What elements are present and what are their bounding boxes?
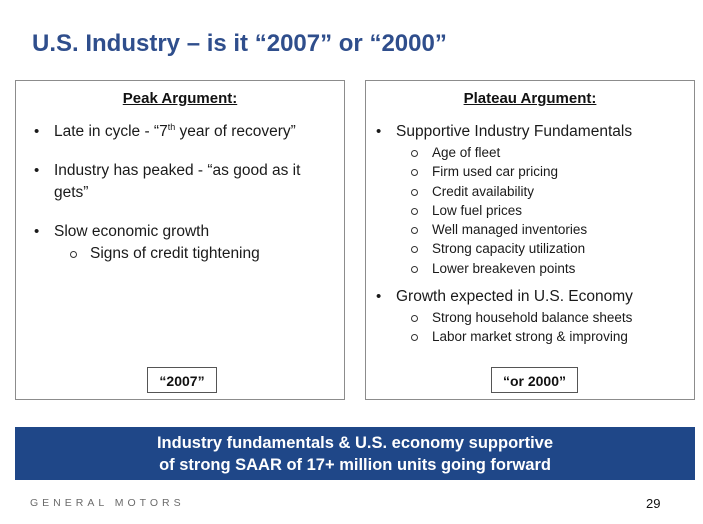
banner-line-1: Industry fundamentals & U.S. economy supportive xyxy=(156,434,554,452)
peak-sub-text: Signs of credit tightening xyxy=(90,245,260,262)
general-motors-logo-text: GENERAL MOTORS xyxy=(30,497,185,509)
bullet-dot-icon: • xyxy=(34,162,40,179)
sub-bullet-ring-icon xyxy=(411,208,418,215)
sub-item-text: Lower breakeven points xyxy=(432,260,576,276)
peak-year-tag: “2007” xyxy=(147,367,217,393)
peak-sub-list xyxy=(54,243,336,265)
bullet-dot-icon: • xyxy=(376,123,382,140)
sub-bullet-ring-icon xyxy=(411,334,418,341)
plateau-bullet-fundamentals xyxy=(374,121,690,278)
sub-bullet-ring-icon xyxy=(411,189,418,196)
page-number: 29 xyxy=(646,496,661,511)
peak-sub-credit-tightening xyxy=(54,243,336,265)
plateau-argument-panel xyxy=(365,80,695,400)
peak-bullet-late-cycle xyxy=(32,121,336,143)
list-item xyxy=(396,220,690,239)
plateau-bullet-1-text: Supportive Industry Fundamentals xyxy=(396,123,633,140)
peak-bullet-list xyxy=(32,121,336,265)
list-item xyxy=(396,308,690,327)
plateau-bullet-list xyxy=(374,121,690,355)
peak-argument-panel xyxy=(15,80,345,400)
peak-argument-heading: Peak Argument: xyxy=(122,90,238,107)
list-item xyxy=(396,259,690,278)
sub-item-text: Firm used car pricing xyxy=(432,164,559,180)
sub-bullet-ring-icon xyxy=(411,227,418,234)
sub-item-text: Age of fleet xyxy=(432,145,501,160)
sub-bullet-ring-icon xyxy=(411,246,418,253)
sub-bullet-ring-icon xyxy=(411,150,418,157)
list-item xyxy=(396,162,690,181)
sub-bullet-ring-icon xyxy=(411,315,418,322)
list-item xyxy=(396,143,690,162)
list-item xyxy=(396,201,690,220)
banner-line-2: of strong SAAR of 17+ million units going forward xyxy=(159,456,551,474)
plateau-argument-heading: Plateau Argument: xyxy=(463,90,597,107)
slide-title: U.S. Industry – is it “2007” or “2000” xyxy=(32,30,447,57)
conclusion-banner xyxy=(15,427,695,480)
peak-bullet-3-text: Slow economic growth xyxy=(54,223,210,240)
sub-item-text: Labor market strong & improving xyxy=(432,329,628,345)
plateau-bullet-economy xyxy=(374,286,690,347)
sub-bullet-ring-icon xyxy=(411,266,418,273)
sub-item-text: Credit availability xyxy=(432,183,535,199)
peak-bullet-peaked xyxy=(32,160,336,204)
peak-bullet-2-text: Industry has peaked - “as good as it gets” xyxy=(54,162,301,201)
peak-bullet-1-post: year of recovery” xyxy=(175,123,296,140)
bullet-dot-icon: • xyxy=(34,223,40,240)
sub-item-text: Well managed inventories xyxy=(432,222,588,238)
bullet-dot-icon: • xyxy=(376,288,382,306)
sub-item-text: Strong household balance sheets xyxy=(432,310,633,326)
list-item xyxy=(396,327,690,346)
sub-item-text: Strong capacity utilization xyxy=(432,241,586,257)
list-item xyxy=(396,182,690,201)
plateau-bullet-2-text: Growth expected in U.S. Economy xyxy=(396,288,633,306)
plateau-fundamentals-sub-list xyxy=(396,143,690,278)
peak-bullet-slow-growth xyxy=(32,221,336,265)
plateau-year-tag: “or 2000” xyxy=(491,367,578,393)
sub-bullet-ring-icon xyxy=(411,169,418,176)
sub-bullet-ring-icon xyxy=(70,251,77,258)
sub-item-text: Low fuel prices xyxy=(432,202,523,218)
peak-bullet-1-sup: th xyxy=(167,121,176,132)
list-item xyxy=(396,239,690,258)
bullet-dot-icon: • xyxy=(34,123,40,140)
plateau-economy-sub-list xyxy=(396,308,690,347)
peak-bullet-1-pre: Late in cycle - “7 xyxy=(54,123,168,140)
